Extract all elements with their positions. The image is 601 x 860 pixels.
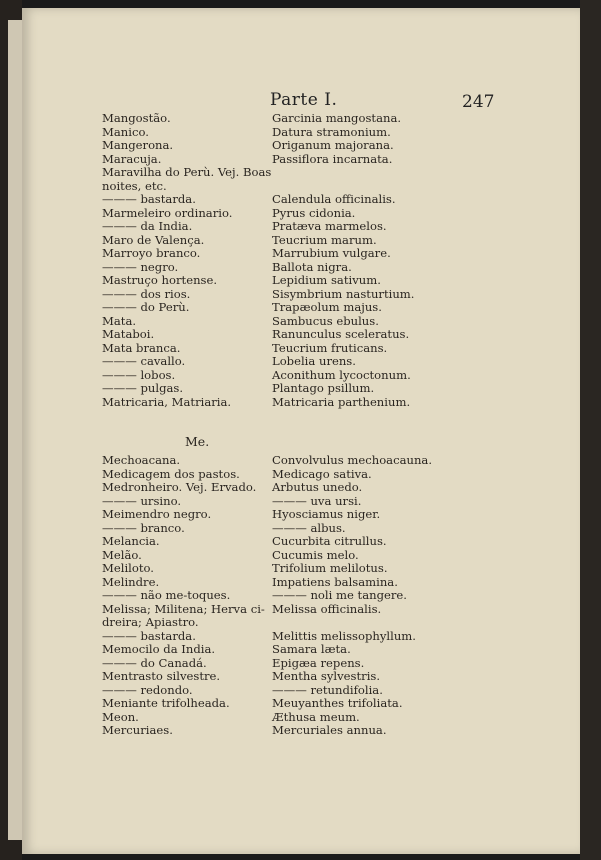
latin-name-entry: Cucumis melo. — [272, 547, 359, 562]
portuguese-name-entry: Matricaria, Matriaria. — [102, 394, 232, 409]
book-page — [22, 8, 580, 854]
portuguese-name-entry: ——— do Perù. — [102, 300, 190, 314]
latin-name-entry: Mercuriales annua. — [272, 723, 387, 737]
latin-name-entry: Plantago psillum. — [272, 381, 375, 395]
portuguese-name-entry: ——— bastarda. — [102, 192, 196, 206]
blank-line — [272, 166, 414, 180]
latin-name-entry: Medicago sativa. — [272, 466, 372, 481]
latin-name-entry: Passiflora incarnata. — [272, 151, 393, 166]
latin-name-entry: ——— retundifolia. — [272, 682, 383, 697]
portuguese-name-entry: Maracuja. — [102, 151, 162, 166]
portuguese-name-entry: Memocilo da India. — [102, 642, 216, 656]
latin-name-entry: Impatiens balsamina. — [272, 574, 398, 589]
latin-name-entry: Epigæa repens. — [272, 655, 365, 670]
latin-name-entry: Pratæva marmelos. — [272, 219, 387, 233]
portuguese-name-entry: ——— ursino. — [102, 493, 182, 508]
latin-name-entry: Mentha sylvestris. — [272, 669, 381, 683]
portuguese-name-entry: Mechoacana. — [102, 453, 181, 467]
portuguese-name-entry: ——— cavallo. — [102, 354, 186, 368]
latin-name-entry: Ballota nigra. — [272, 259, 352, 274]
portuguese-name-entry: Mangerona. — [102, 138, 174, 152]
portuguese-name-entry: ——— lobos. — [102, 367, 176, 382]
blank-line — [272, 616, 432, 630]
latin-name-entry: Sisymbrium nasturtium. — [272, 286, 415, 301]
latin-name-entry: Calendula officinalis. — [272, 192, 396, 206]
portuguese-name-entry: Meniante trifolheada. — [102, 696, 230, 710]
portuguese-name-entry: ——— dos rios. — [102, 286, 191, 301]
right-margin-shadow — [580, 0, 601, 860]
portuguese-name-entry: Melão. — [102, 547, 142, 562]
portuguese-name-entry: Melissa; Militena; Herva ci- — [102, 601, 265, 616]
portuguese-name-entry: dreira; Apiastro. — [102, 615, 199, 629]
running-title: Parte I. — [270, 90, 338, 110]
latin-name-entry: Ranunculus sceleratus. — [272, 327, 410, 341]
left-column-top — [102, 112, 271, 409]
portuguese-name-entry: Maravilha do Perù. Vej. Boas — [102, 165, 272, 179]
portuguese-name-entry: ——— redondo. — [102, 682, 193, 697]
latin-name-entry: Trapæolum majus. — [272, 300, 382, 314]
portuguese-name-entry: Meliloto. — [102, 561, 154, 575]
portuguese-name-entry: Mangostão. — [102, 111, 171, 125]
portuguese-name-entry: Mentrasto silvestre. — [102, 669, 221, 683]
portuguese-name-entry: Medronheiro. Vej. Ervado. — [102, 480, 257, 494]
latin-name-entry: Lepidium sativum. — [272, 273, 381, 287]
portuguese-name-entry: Marmeleiro ordinario. — [102, 205, 233, 220]
portuguese-name-entry: Marroyo branco. — [102, 246, 201, 260]
page-number: 247 — [462, 92, 495, 112]
latin-name-entry: Hyosciamus niger. — [272, 507, 381, 521]
latin-name-entry: Convolvulus mechoacauna. — [272, 453, 433, 467]
latin-name-entry: Marrubium vulgare. — [272, 246, 391, 260]
left-column-bottom — [102, 454, 265, 738]
portuguese-name-entry: ——— do Canadá. — [102, 655, 207, 670]
blank-line — [272, 180, 414, 194]
portuguese-name-entry: Maro de Valença. — [102, 232, 205, 247]
portuguese-name-entry: Melindre. — [102, 574, 160, 589]
latin-name-entry: ——— albus. — [272, 520, 346, 535]
latin-name-entry: Samara læta. — [272, 642, 351, 656]
latin-name-entry: Melittis melissophyllum. — [272, 628, 416, 643]
portuguese-name-entry: ——— da India. — [102, 219, 193, 233]
portuguese-name-entry: ——— pulgas. — [102, 381, 184, 395]
latin-name-entry: Aconithum lycoctonum. — [272, 367, 411, 382]
latin-name-entry: Arbutus unedo. — [272, 480, 363, 494]
latin-name-entry: ——— uva ursi. — [272, 493, 362, 508]
latin-name-entry: Teucrium fruticans. — [272, 340, 388, 355]
portuguese-name-entry: Mataboi. — [102, 327, 155, 341]
latin-name-entry: Garcinia mangostana. — [272, 111, 402, 125]
latin-name-entry: Sambucus ebulus. — [272, 313, 379, 328]
latin-name-entry: Trifolium melilotus. — [272, 561, 388, 575]
portuguese-name-entry: ——— branco. — [102, 520, 185, 535]
right-column-top — [272, 112, 414, 409]
portuguese-name-entry: Mata branca. — [102, 340, 181, 355]
portuguese-name-entry: Melancia. — [102, 534, 160, 548]
latin-name-entry: Cucurbita citrullus. — [272, 534, 387, 548]
portuguese-name-entry: Meon. — [102, 709, 139, 724]
latin-name-entry: Æthusa meum. — [272, 709, 360, 724]
portuguese-name-entry: ——— não me-toques. — [102, 588, 231, 602]
latin-name-entry: Origanum majorana. — [272, 138, 394, 152]
portuguese-name-entry: Meimendro negro. — [102, 507, 212, 521]
portuguese-name-entry: noites, etc. — [102, 178, 167, 193]
section-heading: Me. — [185, 434, 210, 449]
latin-name-entry: Melissa officinalis. — [272, 601, 382, 616]
latin-name-entry: Meuyanthes trifoliata. — [272, 696, 403, 710]
right-column-bottom — [272, 454, 432, 738]
latin-name-entry: Matricaria parthenium. — [272, 394, 411, 409]
latin-name-entry: Teucrium marum. — [272, 232, 377, 247]
latin-name-entry: Lobelia urens. — [272, 354, 356, 368]
portuguese-name-entry: Mastruço hortense. — [102, 273, 218, 287]
portuguese-name-entry: Mata. — [102, 313, 137, 328]
portuguese-name-entry: ——— bastarda. — [102, 628, 196, 643]
latin-name-entry: Datura stramonium. — [272, 124, 391, 139]
latin-name-entry: Pyrus cidonia. — [272, 205, 356, 220]
portuguese-name-entry: Medicagem dos pastos. — [102, 466, 240, 481]
portuguese-name-entry: Mercuriaes. — [102, 723, 173, 737]
portuguese-name-entry: Manico. — [102, 124, 149, 139]
portuguese-name-entry: ——— negro. — [102, 259, 179, 274]
latin-name-entry: ——— noli me tangere. — [272, 588, 407, 602]
